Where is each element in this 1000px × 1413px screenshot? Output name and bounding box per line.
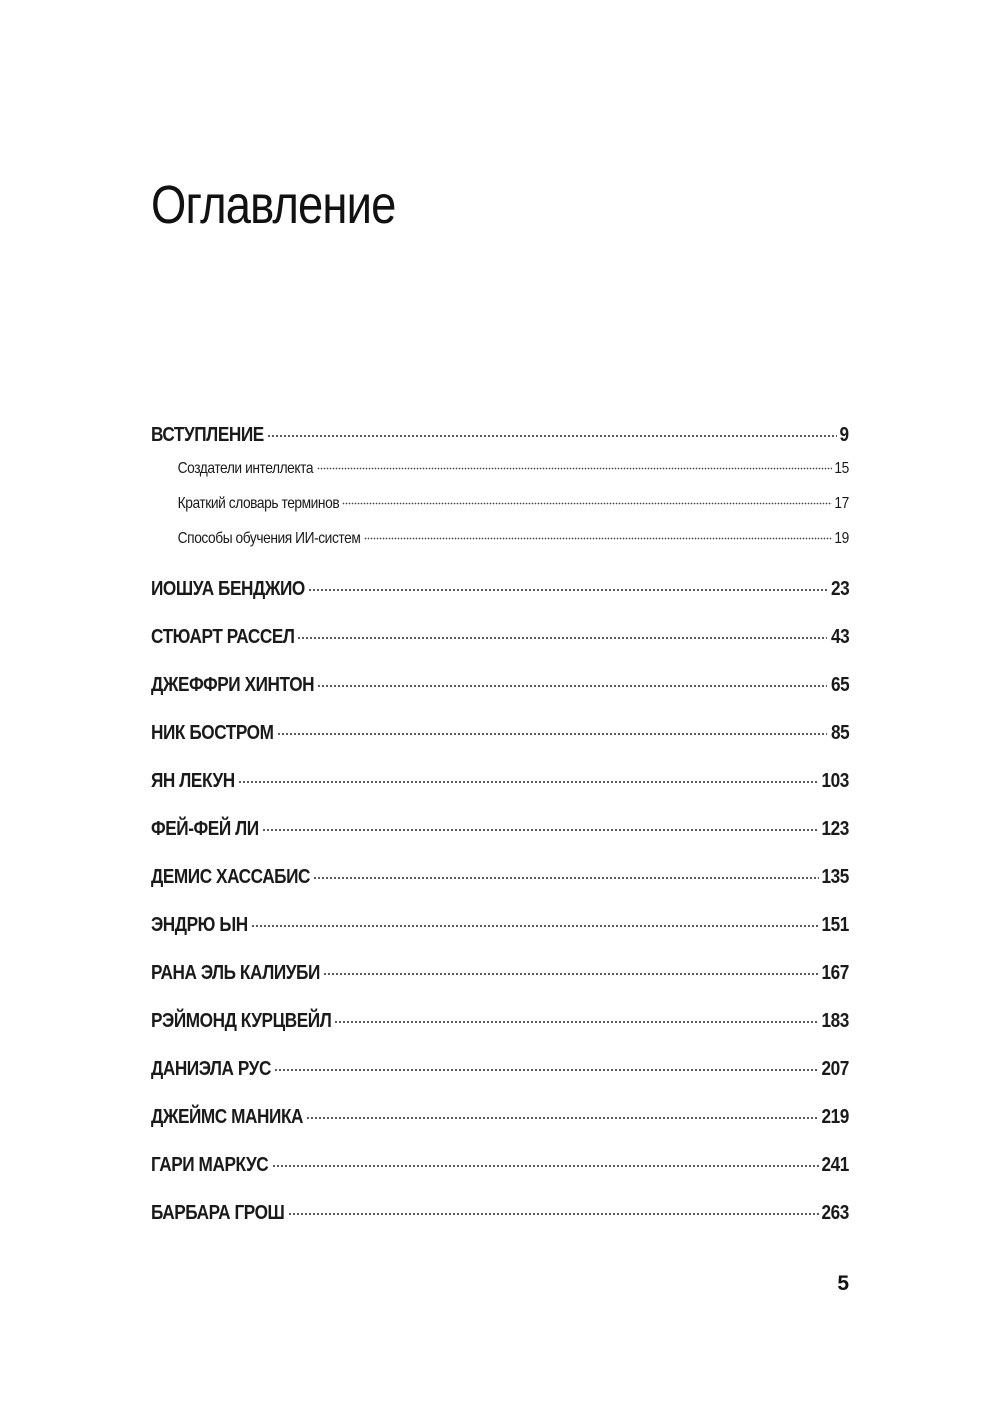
toc-entry-label: РЭЙМОНД КУРЦВЕЙЛ — [151, 1010, 332, 1032]
dot-leader — [251, 924, 819, 928]
toc-entry[interactable] — [151, 674, 849, 702]
toc-entry[interactable] — [151, 962, 849, 990]
dot-leader — [334, 1020, 819, 1024]
toc-entry-page: 183 — [821, 1010, 849, 1032]
toc-entry-label: ФЕЙ-ФЕЙ ЛИ — [151, 818, 259, 840]
toc-entry[interactable] — [151, 866, 849, 894]
toc-entry-page: 43 — [830, 626, 849, 648]
toc-entry[interactable] — [151, 495, 849, 517]
toc-entry-label: ДЖЕФФРИ ХИНТОН — [151, 674, 315, 696]
toc-entry[interactable] — [151, 914, 849, 942]
toc-entry-page: 65 — [830, 674, 849, 696]
dot-leader — [342, 502, 832, 505]
toc-entry[interactable] — [151, 424, 849, 452]
toc-entry-label: ДЖЕЙМС МАНИКА — [151, 1106, 304, 1128]
toc-entry-label: НИК БОСТРОМ — [151, 722, 274, 744]
toc-entry-label: ЯН ЛЕКУН — [151, 770, 235, 792]
toc-entry-label: ИОШУА БЕНДЖИО — [151, 578, 305, 600]
toc-entry-page: 85 — [830, 722, 849, 744]
toc-entry-page: 19 — [834, 530, 849, 547]
toc-entry-label: ВСТУПЛЕНИЕ — [151, 424, 264, 446]
toc-entry-label: Способы обучения ИИ-систем — [177, 530, 361, 547]
toc-entry[interactable] — [151, 1106, 849, 1134]
dot-leader — [306, 1116, 819, 1120]
toc-entry-page: 103 — [821, 770, 849, 792]
dot-leader — [288, 1212, 819, 1216]
toc-entry[interactable] — [151, 1010, 849, 1038]
dot-leader — [277, 732, 827, 736]
toc-entry[interactable] — [151, 578, 849, 606]
toc-entry[interactable] — [151, 1202, 849, 1230]
toc-entry-page: 9 — [839, 424, 849, 446]
dot-leader — [313, 876, 819, 880]
toc-entry[interactable] — [151, 530, 849, 552]
toc-entry-page: 263 — [821, 1202, 849, 1224]
toc-entry[interactable] — [151, 460, 849, 482]
toc-entry[interactable] — [151, 818, 849, 846]
toc-entry[interactable] — [151, 770, 849, 798]
toc-entry-page: 219 — [821, 1106, 849, 1128]
toc-entry-page: 207 — [821, 1058, 849, 1080]
toc-entry-page: 123 — [821, 818, 849, 840]
toc-entry[interactable] — [151, 1154, 849, 1182]
toc-entry[interactable] — [151, 626, 849, 654]
toc-entry-label: ЭНДРЮ ЫН — [151, 914, 248, 936]
dot-leader — [317, 684, 828, 688]
toc-entry-label: СТЮАРТ РАССЕЛ — [151, 626, 295, 648]
toc-entry-label: БАРБАРА ГРОШ — [151, 1202, 285, 1224]
toc-entry-label: ГАРИ МАРКУС — [151, 1154, 269, 1176]
dot-leader — [297, 636, 827, 640]
toc-entry-page: 135 — [821, 866, 849, 888]
toc-entry-label: ДЕМИС ХАССАБИС — [151, 866, 311, 888]
toc-entry-label: ДАНИЭЛА РУС — [151, 1058, 271, 1080]
dot-leader — [274, 1068, 818, 1072]
toc-entry[interactable] — [151, 1058, 849, 1086]
toc-entry-page: 15 — [834, 460, 849, 477]
toc-entry-label: Создатели интеллекта — [177, 460, 314, 477]
toc-entry-page: 167 — [821, 962, 849, 984]
dot-leader — [308, 588, 828, 592]
dot-leader — [364, 537, 832, 540]
toc-entry-page: 151 — [821, 914, 849, 936]
toc-entry[interactable] — [151, 722, 849, 750]
toc-entry-page: 17 — [834, 495, 849, 512]
dot-leader — [317, 467, 832, 470]
page-title: Оглавление — [151, 175, 396, 235]
dot-leader — [323, 972, 818, 976]
dot-leader — [272, 1164, 819, 1168]
dot-leader — [238, 780, 819, 784]
toc-entry-label: РАНА ЭЛЬ КАЛИУБИ — [151, 962, 320, 984]
toc-entry-page: 241 — [821, 1154, 849, 1176]
dot-leader — [262, 828, 819, 832]
toc-entry-page: 23 — [830, 578, 849, 600]
dot-leader — [267, 434, 837, 438]
page-number: 5 — [837, 1272, 849, 1295]
toc-entry-label: Краткий словарь терминов — [177, 495, 340, 512]
